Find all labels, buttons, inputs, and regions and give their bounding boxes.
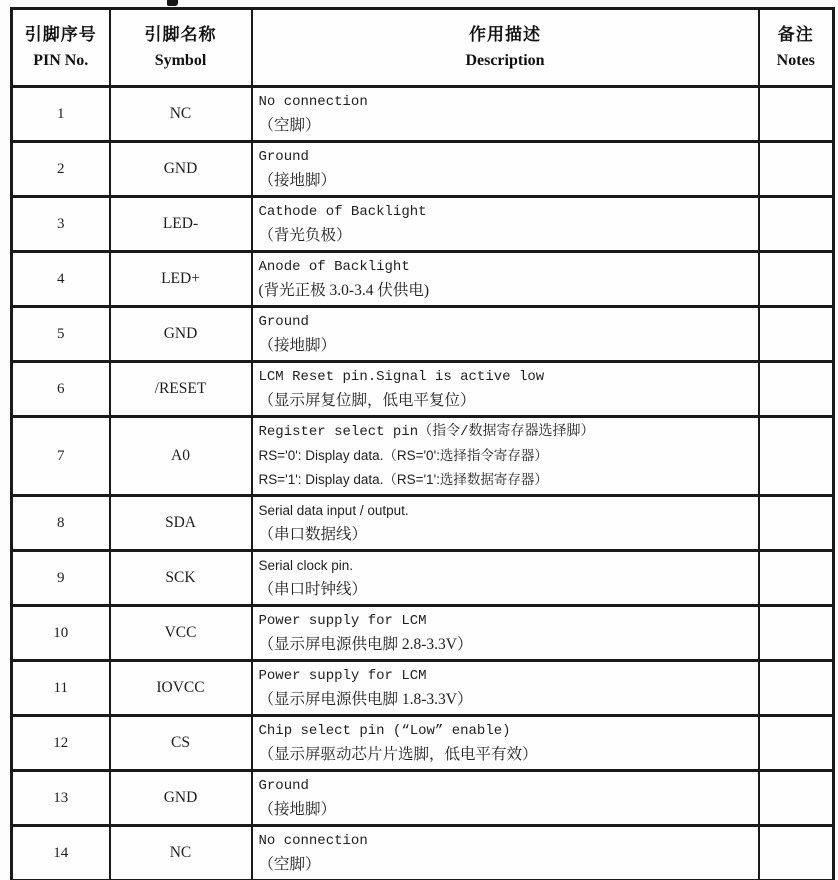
pin-number-cell: 5 [12,307,110,362]
description-line: (背光正极 3.0-3.4 伏供电) [258,282,429,299]
table-row [12,252,834,307]
notes-cell [759,716,834,771]
description-line: （显示屏驱动芯片片选脚，低电平有效） [258,746,538,763]
table-row [12,417,834,496]
header-pin-no-en: PIN No. [33,51,89,69]
header-notes-en: Notes [776,51,815,69]
table-row [12,496,834,551]
description-line: （串口时钟线） [258,581,368,598]
pin-description-cell [252,252,759,307]
description-line: RS='0': Display data.（RS='0':选择指令寄存器） [258,448,548,463]
pin-number-cell: 6 [12,362,110,417]
pin-description-cell [252,661,759,716]
description-line: Anode of Backlight [258,259,410,275]
header-symbol [110,9,252,87]
notes-cell [759,417,834,496]
pin-symbol-cell: NC [110,826,252,880]
description-line: Power supply for LCM [258,613,427,629]
notes-cell [759,496,834,551]
pin-number-cell: 3 [12,197,110,252]
header-symbol-en: Symbol [154,51,207,69]
pin-table-body [12,87,834,880]
description-line: Ground [258,314,309,330]
notes-cell [759,826,834,880]
table-row [12,716,834,771]
table-row [12,142,834,197]
description-line: （接地脚） [258,801,337,818]
pin-number-cell: 1 [12,87,110,142]
notes-cell [759,197,834,252]
description-line: （显示屏电源供电脚 2.8-3.3V） [258,636,473,653]
notes-cell [759,252,834,307]
pin-description-cell [252,417,759,496]
pin-description-cell [252,551,759,606]
pin-description-cell [252,606,759,661]
header-description-zh: 作用描述 [469,24,541,44]
description-line: （串口数据线） [258,526,368,543]
pin-description-cell [252,362,759,417]
pin-symbol-cell: VCC [110,606,252,661]
pin-symbol-cell: LED- [110,197,252,252]
notes-cell [759,307,834,362]
pin-description-table [10,7,835,880]
pin-number-cell: 10 [12,606,110,661]
description-line: （显示屏电源供电脚 1.8-3.3V） [258,691,473,708]
pin-symbol-cell: GND [110,307,252,362]
pin-symbol-cell: SDA [110,496,252,551]
pin-description-cell [252,716,759,771]
pin-number-cell: 13 [12,771,110,826]
header-pin-no-zh: 引脚序号 [24,24,97,44]
header-row [12,9,834,87]
table-row [12,826,834,880]
table-row [12,771,834,826]
pin-symbol-cell: IOVCC [110,661,252,716]
pin-number-cell: 8 [12,496,110,551]
pin-symbol-cell: LED+ [110,252,252,307]
table-row [12,87,834,142]
pin-description-cell [252,87,759,142]
description-line: Power supply for LCM [258,668,427,684]
pin-symbol-cell: SCK [110,551,252,606]
table-row [12,307,834,362]
pin-number-cell: 2 [12,142,110,197]
description-line: Chip select pin (“Low” enable) [258,723,511,739]
table-row [12,661,834,716]
table-row [12,606,834,661]
pin-description-cell [252,307,759,362]
header-symbol-zh: 引脚名称 [144,24,217,44]
notes-cell [759,606,834,661]
pin-description-cell [252,771,759,826]
pin-symbol-cell: /RESET [110,362,252,417]
description-line: No connection [258,94,368,110]
description-line: （背光负极） [258,227,352,244]
pin-description-cell [252,142,759,197]
pin-symbol-cell: GND [110,771,252,826]
description-line: RS='1': Display data.（RS='1':选择数据寄存器） [258,472,548,487]
pin-symbol-cell: A0 [110,417,252,496]
description-line: No connection [258,833,368,849]
cropped-text-fragment [167,0,178,6]
header-notes [759,9,834,87]
notes-cell [759,87,834,142]
table-row [12,362,834,417]
description-line: Register select pin（指令/数据寄存器选择脚） [258,424,595,440]
pin-description-cell [252,496,759,551]
notes-cell [759,551,834,606]
description-line: （接地脚） [258,337,337,354]
pin-description-cell [252,826,759,880]
header-description [252,9,759,87]
pin-number-cell: 12 [12,716,110,771]
pin-symbol-cell: NC [110,87,252,142]
pin-number-cell: 9 [12,551,110,606]
notes-cell [759,362,834,417]
description-line: （显示屏复位脚，低电平复位） [258,392,476,409]
pin-description-cell [252,197,759,252]
notes-cell [759,661,834,716]
description-line: Ground [258,149,309,165]
pin-symbol-cell: GND [110,142,252,197]
header-pin-no [12,9,110,87]
table-row [12,197,834,252]
pin-symbol-cell: CS [110,716,252,771]
pin-number-cell: 14 [12,826,110,880]
description-line: （空脚） [258,856,321,873]
description-line: Serial clock pin. [258,558,354,573]
description-line: Serial data input / output. [258,503,409,518]
description-line: Cathode of Backlight [258,204,427,220]
table-header [12,9,834,87]
description-line: LCM Reset pin.Signal is active low [258,369,545,385]
table-row [12,551,834,606]
description-line: Ground [258,778,309,794]
description-line: （空脚） [258,117,321,134]
header-notes-zh: 备注 [777,24,814,44]
pin-number-cell: 11 [12,661,110,716]
pin-number-cell: 7 [12,417,110,496]
description-line: （接地脚） [258,172,337,189]
pin-number-cell: 4 [12,252,110,307]
notes-cell [759,771,834,826]
notes-cell [759,142,834,197]
header-description-en: Description [465,51,545,69]
